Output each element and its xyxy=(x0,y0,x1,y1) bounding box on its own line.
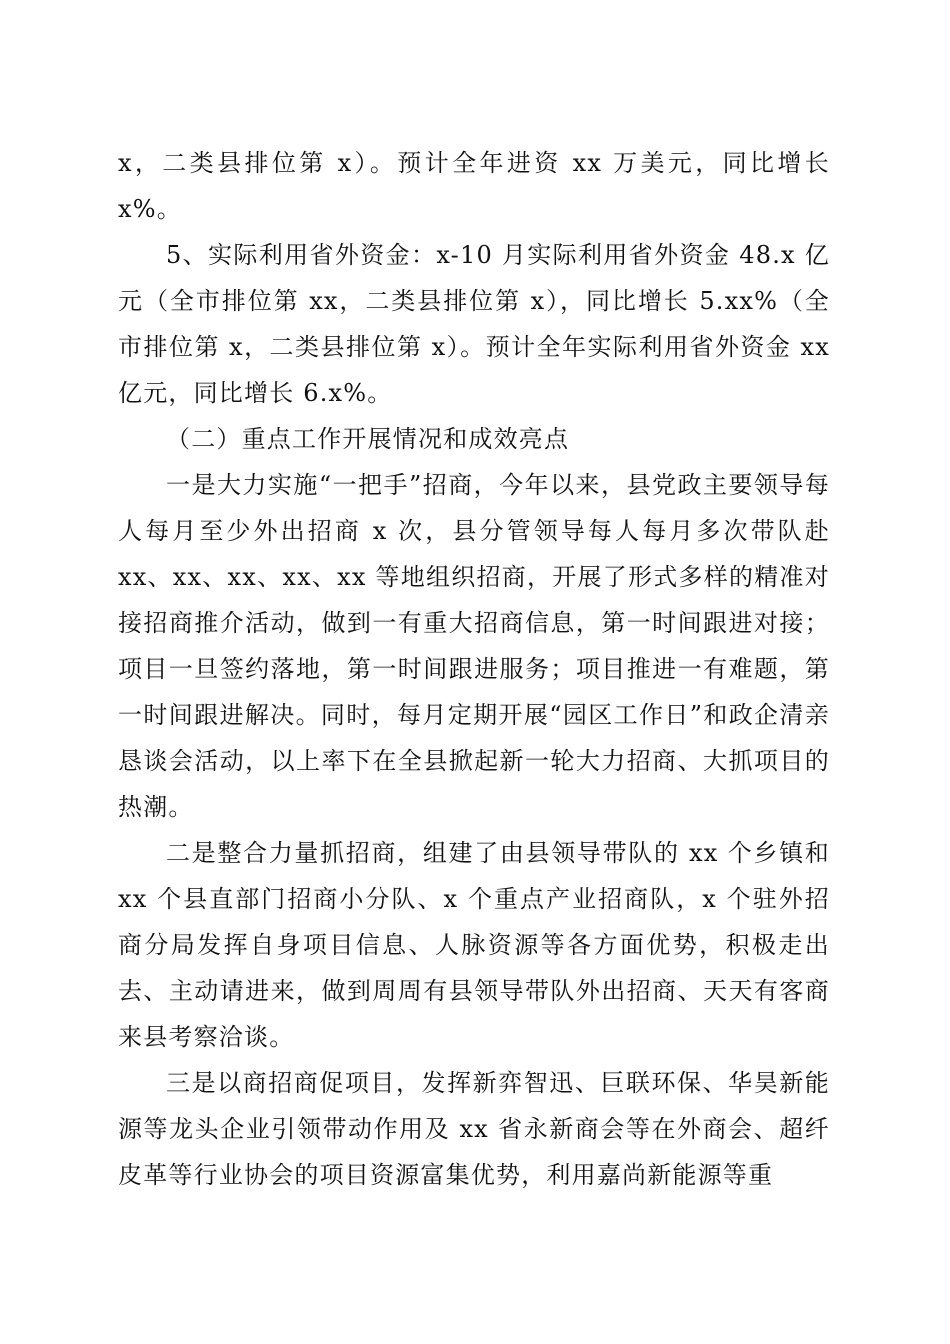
section-heading: （二）重点工作开展情况和成效亮点 xyxy=(166,425,570,453)
paragraph-continued: x，二类县排位第 x）。预计全年进资 xx 万美元，同比增长 x%。 xyxy=(118,149,830,223)
paragraph-point-1: 一是大力实施“一把手”招商，今年以来，县党政主要领导每人每月至少外出招商 x 次，县分管领导每人每月多次带队赴 xx、xx、xx、xx、xx 等地组织招商，开展了形式多样的精准对接招商推介活动，做到一有重大招商信息，第一时间跟进对接；项目一旦签约落地，第一时间跟进服务；项目推进一有难题，第一时间跟进解决。同时，每月定期开展“园区工作日”和政企清亲恳谈会活动，以上率下在全县掀起新一轮大力招商、大抓项目的热潮。 xyxy=(118,471,830,821)
paragraph-item-5: 5、实际利用省外资金：x-10 月实际利用省外资金 48.x 亿元（全市排位第 xx，二类县排位第 x），同比增长 5.xx%（全市排位第 x，二类县排位第 x）。预计全年实际利用省外资金 xx 亿元，同比增长 6.x%。 xyxy=(118,241,830,407)
paragraph-point-2: 二是整合力量抓招商，组建了由县领导带队的 xx 个乡镇和 xx 个县直部门招商小分队、x 个重点产业招商队，x 个驻外招商分局发挥自身项目信息、人脉资源等各方面优势，积极走出去、主动请进来，做到周周有县领导带队外出招商、天天有客商来县考察洽谈。 xyxy=(118,839,830,1051)
paragraph-point-3: 三是以商招商促项目，发挥新弈智迅、巨联环保、华昊新能源等龙头企业引领带动作用及 xx 省永新商会等在外商会、超纤皮革等行业协会的项目资源富集优势，利用嘉尚新能源等重 xyxy=(118,1069,830,1189)
document-body xyxy=(118,140,830,1198)
